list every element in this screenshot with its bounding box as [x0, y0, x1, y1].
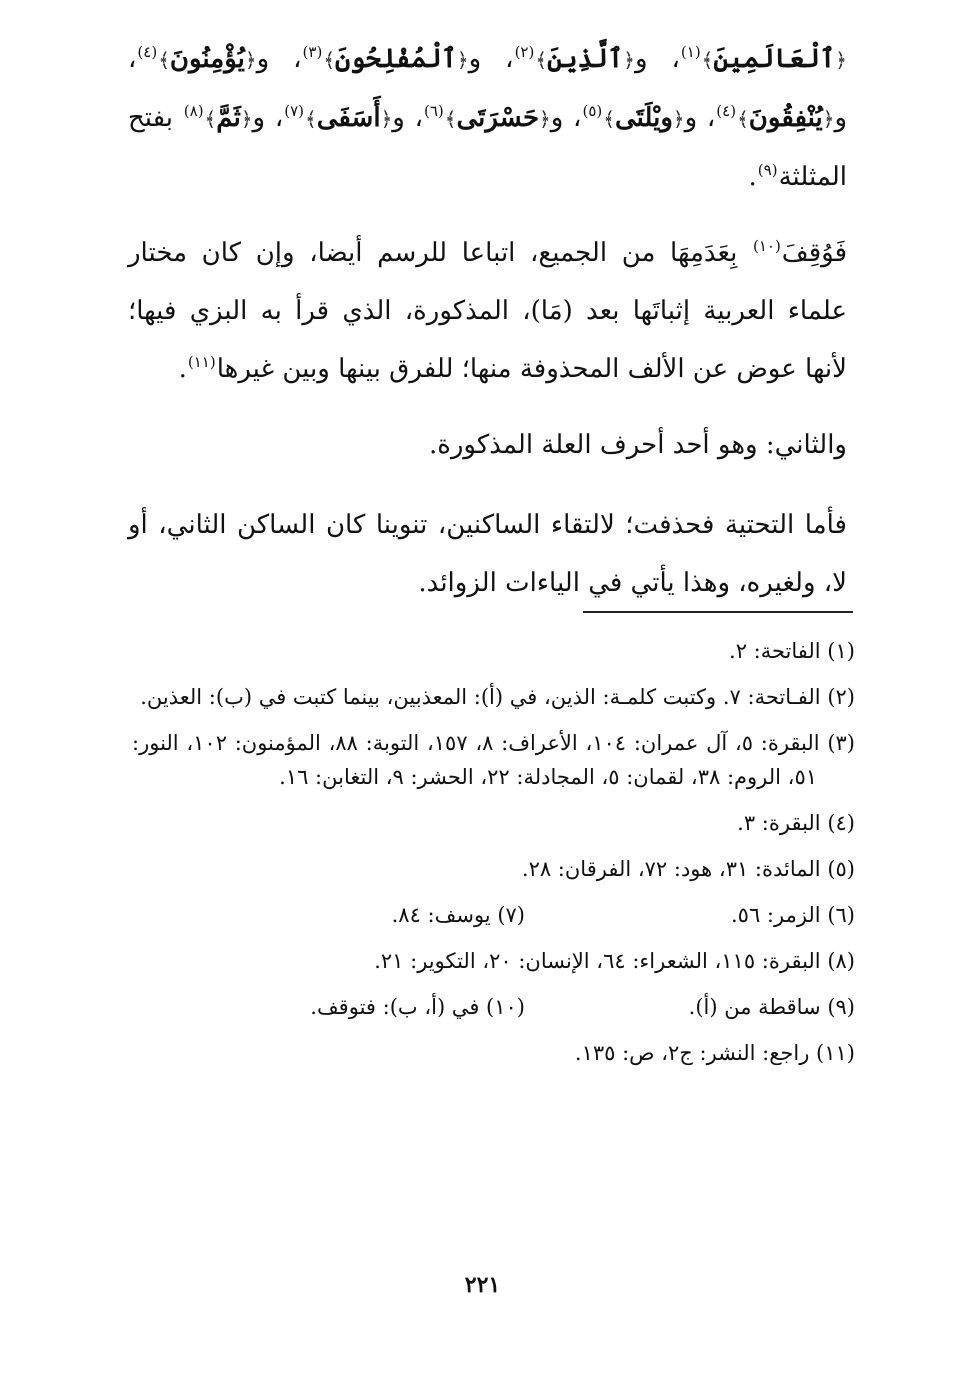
footnote-4: (٤) البقرة: ٣.	[737, 811, 855, 835]
footnote-ref: (١)	[680, 43, 701, 62]
footnote-ref: (١٠)	[752, 237, 781, 256]
ornament-open: ﴿	[240, 107, 253, 131]
footnote-ref: (٩)	[757, 161, 778, 180]
paragraph-tahtiya: فأما التحتية فحذفت؛ لالتقاء الساكنين، تنوينا كان الساكن الثاني، أو لا، ولغيره، وهذا يأتي في الياءات الزوائد.	[128, 510, 847, 598]
footnote-row-6-7	[132, 898, 855, 932]
footnote-divider	[583, 611, 853, 613]
footnote-ref: (٥)	[582, 102, 603, 121]
footnote-ref: (٦)	[424, 102, 444, 121]
footnote-2: (٢) الفـاتحة: ٧. وكتبت كلمـة: الذين، في (أ): المعذبين، بينما كتبت في (ب): العذين.	[140, 685, 855, 709]
footnote-9: (٩) ساقطة من (أ).	[688, 995, 855, 1019]
quran-word: ويْلَتَى	[614, 103, 673, 133]
footnote-8: (٨) البقرة: ١١٥، الشعراء: ٦٤، الإنسان: ٢٠، التكوير: ٢١.	[374, 949, 855, 973]
separator: ، و	[252, 103, 284, 133]
footnote-3: (٣) البقرة: ٥، آل عمران: ١٠٤، الأعراف: ٨، ١٥٧، التوبة: ٨٨، المؤمنون: ١٠٢، النور: ٥١، الروم: ٣٨، لقمان: ٥، المجادلة: ٢٢، الحشر: ٩، التغابن: ١٦.	[132, 731, 855, 789]
quran-word: أَسَفَى	[316, 103, 381, 133]
footnote-ref: (١١)	[187, 353, 216, 372]
footnote-10: (١٠) في (أ، ب): فتوقف.	[310, 995, 525, 1019]
ornament-close: ﴾	[737, 107, 749, 131]
separator: ، و	[256, 44, 302, 74]
separator: ، و	[128, 44, 847, 133]
period: .	[178, 354, 187, 384]
quran-word: حَسْرَتَى	[456, 103, 540, 133]
separator: ، و	[684, 103, 716, 133]
ornament-close: ﴾	[323, 48, 336, 72]
quran-word: يُؤْمِنُونَ	[169, 44, 245, 74]
ornament-close: ﴾	[158, 48, 170, 72]
paragraph-second: والثاني: وهو أحد أحرف العلة المذكورة.	[428, 430, 847, 460]
footnote-row-9-10	[132, 990, 855, 1024]
quran-word: ٱلَّذِينَ	[547, 44, 624, 74]
paragraph-quranic-words	[128, 30, 847, 206]
footnote-11: (١١) راجع: النشر: ج٢، ص: ١٣٥.	[574, 1041, 855, 1065]
ornament-open: ﴿	[672, 107, 685, 131]
period: .	[748, 162, 757, 192]
ornament-open: ﴿	[380, 107, 393, 131]
ornament-close: ﴾	[305, 107, 317, 131]
ornament-close: ﴾	[444, 107, 457, 131]
footnote-1: (١) الفاتحة: ٢.	[729, 639, 855, 663]
footnotes	[132, 634, 855, 1082]
footnote-ref: (٣)	[302, 43, 323, 62]
ornament-open: ﴿	[623, 48, 635, 72]
separator: ، و	[468, 44, 514, 74]
ornament-open: ﴿	[456, 48, 469, 72]
footnote-ref: (٧)	[284, 102, 305, 121]
paragraph-waqf	[128, 224, 847, 398]
page-number: ٢٢١	[464, 1272, 501, 1298]
footnote-6: (٦) الزمر: ٥٦.	[730, 903, 855, 927]
ornament-close: ﴾	[204, 107, 217, 131]
footnote-ref: (٨)	[183, 102, 204, 121]
footnote-ref: (٤)	[137, 43, 158, 62]
separator: ، و	[392, 103, 423, 133]
ornament-open: ﴿	[822, 107, 835, 131]
footnote-7: (٧) يوسف: ٨٤.	[391, 903, 525, 927]
separator: ، و	[634, 44, 680, 74]
quran-word: ٱلْمُفْلِحُونَ	[335, 44, 457, 74]
ornament-close: ﴾	[535, 48, 548, 72]
footnote-5: (٥) المائدة: ٣١، هود: ٧٢، الفرقان: ٢٨.	[521, 857, 855, 881]
ornament-open: ﴿	[244, 48, 257, 72]
main-text	[128, 30, 847, 630]
footnote-ref: (٤)	[716, 102, 737, 121]
ornament-open: ﴿	[539, 107, 551, 131]
text-run: بفتح المثلثة	[128, 103, 847, 192]
footnote-ref: (٢)	[514, 43, 535, 62]
ornament-open: ﴿	[835, 48, 847, 72]
text-run: بِعَدَمِهَا من الجميع، اتباعا للرسم أيضا، وإن كان مختار علماء العربية إثباتَها بعد (مَا)، المذكورة، الذي قرأ به البزي فيها؛ لأنها عوض عن الألف المحذوفة منها؛ للفرق بينها وبين غيرها	[128, 238, 847, 384]
quran-word: ثَمَّ	[216, 103, 241, 133]
quran-word: يُنْفِقُونَ	[748, 103, 823, 133]
separator: ، و	[550, 103, 582, 133]
quran-word: ٱلْعَالَمِينَ	[713, 44, 836, 74]
ornament-close: ﴾	[603, 107, 615, 131]
text-run: فَوُقِفَ	[781, 238, 847, 268]
ornament-close: ﴾	[701, 48, 714, 72]
